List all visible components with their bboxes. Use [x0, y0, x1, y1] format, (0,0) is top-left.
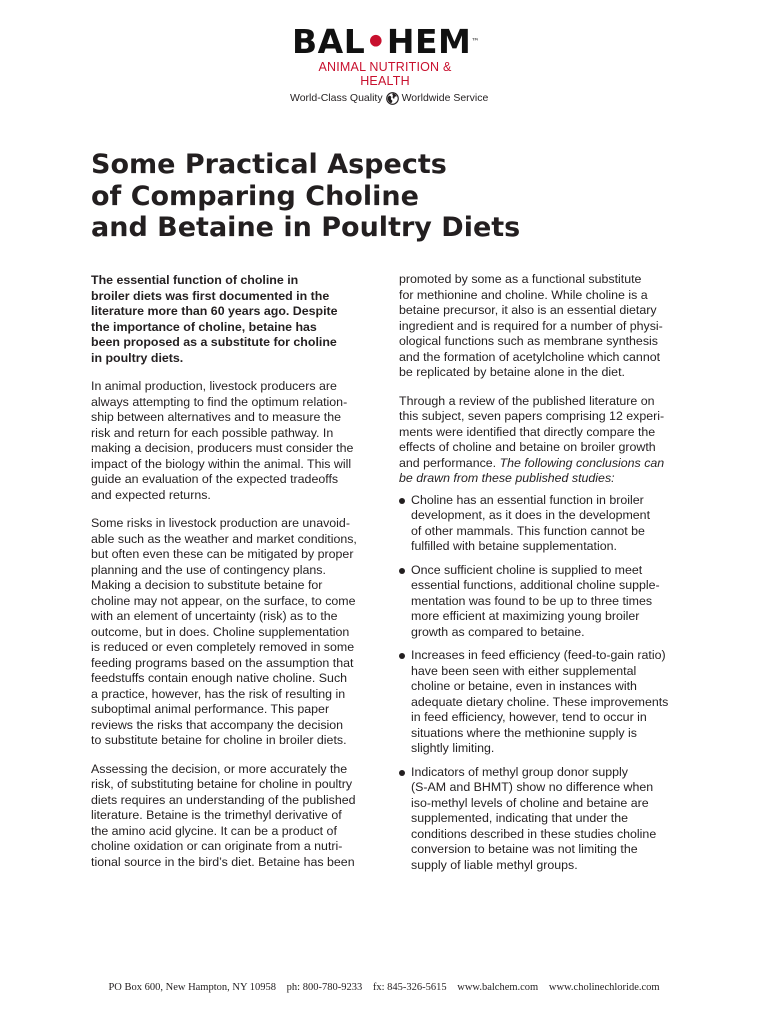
text-line: with an element of uncertainty (risk) as to the — [91, 609, 338, 623]
footer-website-link[interactable]: www.balchem.com — [457, 982, 539, 993]
text-line: iso-methyl levels of choline and betaine are — [411, 795, 649, 810]
text-line: always attempting to find the optimum relation- — [91, 394, 348, 409]
text-line: betaine precursor, it also is an essential dietary — [399, 303, 657, 317]
text-line: conversion to betaine was not limiting the — [411, 842, 638, 856]
text-line: feedstuffs contain enough native choline. Such — [91, 671, 348, 685]
footer-website-link[interactable]: www.cholinechloride.com — [548, 982, 660, 993]
text-line: be drawn from these published studies: — [399, 471, 615, 485]
text-line: Making a decision to substitute betaine for — [91, 578, 323, 592]
balchem-logo — [292, 24, 478, 60]
tagline-service: Worldwide Service — [401, 92, 489, 104]
text-line: ship between alternatives and to measure the — [91, 410, 342, 424]
logo-text-part2: HEM — [386, 22, 472, 61]
text-line: able such as the weather and market conditions, — [91, 531, 357, 546]
text-line: Choline has an essential function in broiler — [411, 492, 644, 507]
text-line: supply of liable methyl groups. — [411, 857, 578, 872]
text-line — [399, 456, 689, 472]
text-line: adequate dietary choline. These improvements — [411, 694, 669, 709]
list-item — [399, 648, 689, 757]
text-line: is reduced or even completely removed in some — [91, 640, 355, 654]
body-paragraph — [399, 394, 689, 487]
text-line: to substitute betaine for choline in broiler diets. — [91, 733, 347, 747]
text-line: planning and the use of contingency plans. — [91, 562, 326, 577]
text-line: choline oxidation or can originate from a nutri- — [91, 839, 343, 853]
text-line: guide an evaluation of the expected tradeoffs — [91, 472, 339, 486]
text-line: literature more than 60 years ago. Despite — [91, 304, 338, 318]
text-line: development, as it does in the development — [411, 508, 651, 522]
text-line: slightly limiting. — [411, 741, 495, 755]
title-line: and Betaine in Poultry Diets — [91, 212, 521, 243]
trademark-mark: ™ — [471, 37, 480, 46]
tagline — [290, 90, 490, 106]
text-line: making a decision, producers must consider the — [91, 441, 354, 455]
right-column — [399, 272, 689, 881]
logo-dot: • — [365, 22, 387, 61]
body-paragraph — [91, 379, 381, 503]
text-line: and the formation of acetylcholine which cannot — [399, 349, 661, 364]
text-line: but often even these can be mitigated by proper — [91, 547, 354, 561]
logo-text-part1: BAL — [292, 22, 366, 61]
text-line: supplemented, indicating that under the — [411, 811, 628, 825]
footer-address: PO Box 600, New Hampton, NY 10958 — [108, 982, 277, 993]
text-line: a practice, however, has the risk of resulting in — [91, 686, 346, 701]
text-line: Increases in feed efficiency (feed-to-gain ratio) — [411, 648, 666, 662]
text-line: fulfilled with betaine supplementation. — [411, 539, 617, 553]
footer-fax: fx: 845-326-5615 — [372, 982, 447, 993]
body-paragraph — [399, 272, 689, 381]
text-line: literature. Betaine is the trimethyl derivative of — [91, 808, 342, 822]
text-line: mentation was found to be up to three times — [411, 593, 653, 608]
text-line: ingredient and is required for a number of physi- — [399, 318, 663, 333]
text-line: essential functions, additional choline supple- — [411, 578, 660, 592]
text-line: ments were identified that directly compare the — [399, 424, 656, 439]
text-line: impact of the biology within the animal. This will — [91, 456, 352, 471]
text-line: broiler diets was first documented in the — [91, 288, 330, 303]
text-line: diets requires an understanding of the published — [91, 792, 356, 807]
document-title — [91, 149, 651, 244]
footer-phone: ph: 800-780-9233 — [286, 982, 363, 993]
title-line: Some Practical Aspects — [91, 149, 447, 180]
text-line: conditions described in these studies choline — [411, 826, 657, 841]
text-line: feeding programs based on the assumption that — [91, 655, 354, 670]
text-line: Assessing the decision, or more accurately the — [91, 761, 348, 776]
list-item — [399, 493, 689, 555]
text-line: Indicators of methyl group donor supply — [411, 764, 628, 779]
text-line: tional source in the bird’s diet. Betaine has been — [91, 854, 355, 869]
body-paragraph — [91, 516, 381, 749]
text-line: reviews the risks that accompany the decision — [91, 717, 344, 732]
text-line: situations where the methionine supply is — [411, 725, 637, 740]
letterhead — [0, 0, 768, 120]
text-line: risk and return for each possible pathway. In — [91, 425, 334, 440]
text-line: The essential function of choline in — [91, 273, 299, 287]
text-line: outcome, but in does. Choline supplementation — [91, 624, 350, 639]
left-column — [91, 273, 381, 883]
text-line: more efficient at maximizing young broiler — [411, 609, 640, 623]
text-line: In animal production, livestock producers are — [91, 379, 337, 393]
text-line: of other mammals. This function cannot be — [411, 523, 645, 538]
list-item — [399, 563, 689, 641]
contact-footer — [0, 982, 768, 993]
title-line: of Comparing Choline — [91, 180, 419, 212]
text-line: for methionine and choline. While choline is a — [399, 287, 648, 302]
text-line: the importance of choline, betaine has — [91, 319, 317, 334]
text-line: have been seen with either supplemental — [411, 663, 637, 678]
text-line: promoted by some as a functional substitute — [399, 272, 642, 286]
text-line: be replicated by betaine alone in the diet. — [399, 365, 625, 379]
text-italic: The following conclusions can — [499, 455, 665, 470]
text-line: suboptimal animal performance. This paper — [91, 702, 330, 716]
division-name: ANIMAL NUTRITION & HEALTH — [318, 60, 452, 88]
text-line: growth as compared to betaine. — [411, 624, 585, 639]
conclusions-list — [399, 493, 689, 874]
text-line: the amino acid glycine. It can be a product of — [91, 823, 337, 838]
text-line: choline or betaine, even in instances with — [411, 679, 637, 693]
lead-paragraph — [91, 273, 381, 366]
text-line: (S-AM and BHMT) show no difference when — [411, 780, 654, 794]
text-line: Once sufficient choline is supplied to meet — [411, 562, 643, 577]
text-line: been proposed as a substitute for choline — [91, 335, 337, 349]
text-line: in feed efficiency, however, tend to occur in — [411, 710, 647, 724]
list-item — [399, 765, 689, 874]
body-paragraph — [91, 762, 381, 871]
tagline-quality: World-Class Quality — [290, 92, 383, 104]
globe-icon — [386, 92, 399, 105]
text-line: ological functions such as membrane synthesis — [399, 334, 658, 348]
text-line: in poultry diets. — [91, 350, 184, 365]
text-line: effects of choline and betaine on broiler growth — [399, 440, 656, 454]
text-line: this subject, seven papers comprising 12 experi- — [399, 409, 665, 423]
text-line: choline may not appear, on the surface, to come — [91, 593, 356, 608]
text-line: Some risks in livestock production are unavoid- — [91, 516, 350, 530]
text-line: risk, of substituting betaine for choline in poultry — [91, 777, 353, 791]
text-line: and expected returns. — [91, 487, 211, 502]
text-line: Through a review of the published literature on — [399, 393, 655, 408]
text-plain: and performance. — [399, 455, 500, 470]
